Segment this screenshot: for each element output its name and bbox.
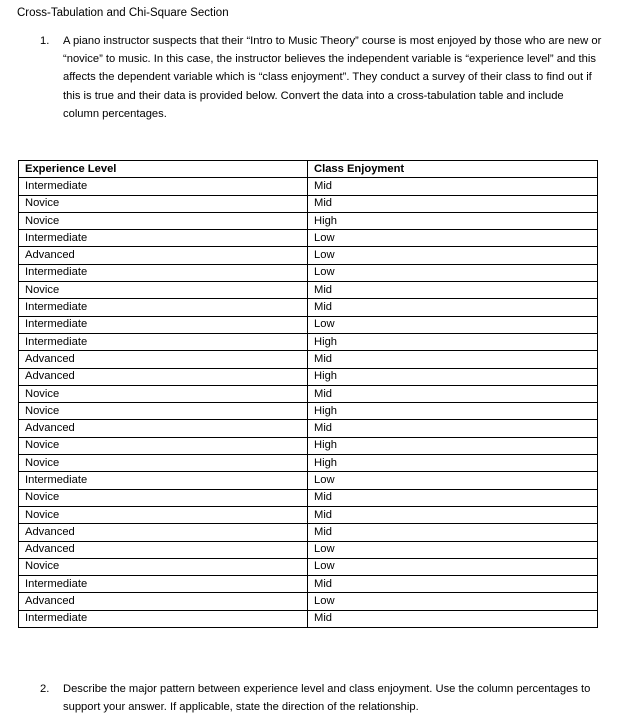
table-row bbox=[19, 316, 598, 333]
table-row bbox=[19, 212, 598, 229]
table-row bbox=[19, 178, 598, 195]
cell-class-enjoyment: High bbox=[308, 437, 598, 454]
question-2-text: Describe the major pattern between experience level and class enjoyment. Use the column percentages to support your answer. If applicable, state the direction of the relationship. bbox=[63, 683, 591, 714]
table-row bbox=[19, 403, 598, 420]
table-row bbox=[19, 264, 598, 281]
cell-experience-level: Advanced bbox=[19, 524, 308, 541]
cell-experience-level: Intermediate bbox=[19, 576, 308, 593]
cell-experience-level: Intermediate bbox=[19, 299, 308, 316]
table-row bbox=[19, 593, 598, 610]
cell-class-enjoyment: Mid bbox=[308, 282, 598, 299]
cell-class-enjoyment: High bbox=[308, 455, 598, 472]
cell-experience-level: Novice bbox=[19, 212, 308, 229]
cell-experience-level: Intermediate bbox=[19, 264, 308, 281]
survey-data-table bbox=[18, 160, 598, 628]
cell-class-enjoyment: Mid bbox=[308, 506, 598, 523]
table-row bbox=[19, 247, 598, 264]
cell-class-enjoyment: Mid bbox=[308, 178, 598, 195]
table-row bbox=[19, 455, 598, 472]
cell-class-enjoyment: High bbox=[308, 333, 598, 350]
cell-class-enjoyment: Low bbox=[308, 593, 598, 610]
cell-class-enjoyment: Mid bbox=[308, 385, 598, 402]
cell-experience-level: Intermediate bbox=[19, 316, 308, 333]
cell-class-enjoyment: Low bbox=[308, 230, 598, 247]
cell-experience-level: Novice bbox=[19, 506, 308, 523]
table-row bbox=[19, 524, 598, 541]
table-row bbox=[19, 472, 598, 489]
cell-class-enjoyment: High bbox=[308, 368, 598, 385]
cell-class-enjoyment: Mid bbox=[308, 610, 598, 627]
table-row bbox=[19, 282, 598, 299]
header-class-enjoyment: Class Enjoyment bbox=[308, 161, 598, 178]
question-1-number: 1. bbox=[40, 35, 50, 47]
table-row bbox=[19, 351, 598, 368]
cell-class-enjoyment: Low bbox=[308, 472, 598, 489]
table-row bbox=[19, 506, 598, 523]
cell-class-enjoyment: Mid bbox=[308, 195, 598, 212]
section-title: Cross-Tabulation and Chi-Square Section bbox=[17, 7, 229, 19]
table-body bbox=[19, 178, 598, 628]
table-row bbox=[19, 610, 598, 627]
cell-experience-level: Novice bbox=[19, 282, 308, 299]
header-experience-level: Experience Level bbox=[19, 161, 308, 178]
cell-experience-level: Novice bbox=[19, 403, 308, 420]
cell-class-enjoyment: Low bbox=[308, 541, 598, 558]
cell-experience-level: Intermediate bbox=[19, 610, 308, 627]
question-2 bbox=[40, 680, 602, 716]
cell-experience-level: Advanced bbox=[19, 420, 308, 437]
cell-experience-level: Novice bbox=[19, 558, 308, 575]
table-row bbox=[19, 299, 598, 316]
cell-experience-level: Intermediate bbox=[19, 230, 308, 247]
table-row bbox=[19, 230, 598, 247]
cell-class-enjoyment: Low bbox=[308, 558, 598, 575]
cell-class-enjoyment: Mid bbox=[308, 524, 598, 541]
table-row bbox=[19, 558, 598, 575]
cell-experience-level: Advanced bbox=[19, 541, 308, 558]
cell-class-enjoyment: Low bbox=[308, 264, 598, 281]
cell-experience-level: Intermediate bbox=[19, 178, 308, 195]
table-row bbox=[19, 385, 598, 402]
cell-class-enjoyment: Low bbox=[308, 316, 598, 333]
cell-experience-level: Advanced bbox=[19, 247, 308, 264]
table-row bbox=[19, 541, 598, 558]
cell-experience-level: Novice bbox=[19, 437, 308, 454]
cell-class-enjoyment: Mid bbox=[308, 351, 598, 368]
cell-class-enjoyment: Low bbox=[308, 247, 598, 264]
cell-experience-level: Novice bbox=[19, 489, 308, 506]
cell-class-enjoyment: Mid bbox=[308, 576, 598, 593]
table-row bbox=[19, 437, 598, 454]
question-1-text: A piano instructor suspects that their “Intro to Music Theory” course is most enjoyed by those who are new or “novice” to music. In this case, the instructor believes the independent variable is “experience level” and this affects the dependent variable which is “class enjoyment”. They conduct a survey of their class to find out if this is true and their data is provided below. Convert the data into a cross-tabulation table and include column percentages. bbox=[63, 35, 602, 120]
cell-experience-level: Intermediate bbox=[19, 333, 308, 350]
cell-class-enjoyment: High bbox=[308, 212, 598, 229]
table-header-row bbox=[19, 161, 598, 178]
cell-experience-level: Advanced bbox=[19, 593, 308, 610]
table-row bbox=[19, 420, 598, 437]
cell-experience-level: Advanced bbox=[19, 351, 308, 368]
table-row bbox=[19, 195, 598, 212]
cell-class-enjoyment: Mid bbox=[308, 420, 598, 437]
table-row bbox=[19, 368, 598, 385]
table-row bbox=[19, 576, 598, 593]
table-row bbox=[19, 489, 598, 506]
question-1 bbox=[40, 32, 602, 123]
cell-experience-level: Advanced bbox=[19, 368, 308, 385]
cell-experience-level: Intermediate bbox=[19, 472, 308, 489]
cell-class-enjoyment: High bbox=[308, 403, 598, 420]
cell-experience-level: Novice bbox=[19, 385, 308, 402]
question-2-number: 2. bbox=[40, 683, 50, 695]
cell-experience-level: Novice bbox=[19, 455, 308, 472]
cell-experience-level: Novice bbox=[19, 195, 308, 212]
cell-class-enjoyment: Mid bbox=[308, 299, 598, 316]
cell-class-enjoyment: Mid bbox=[308, 489, 598, 506]
table-row bbox=[19, 333, 598, 350]
